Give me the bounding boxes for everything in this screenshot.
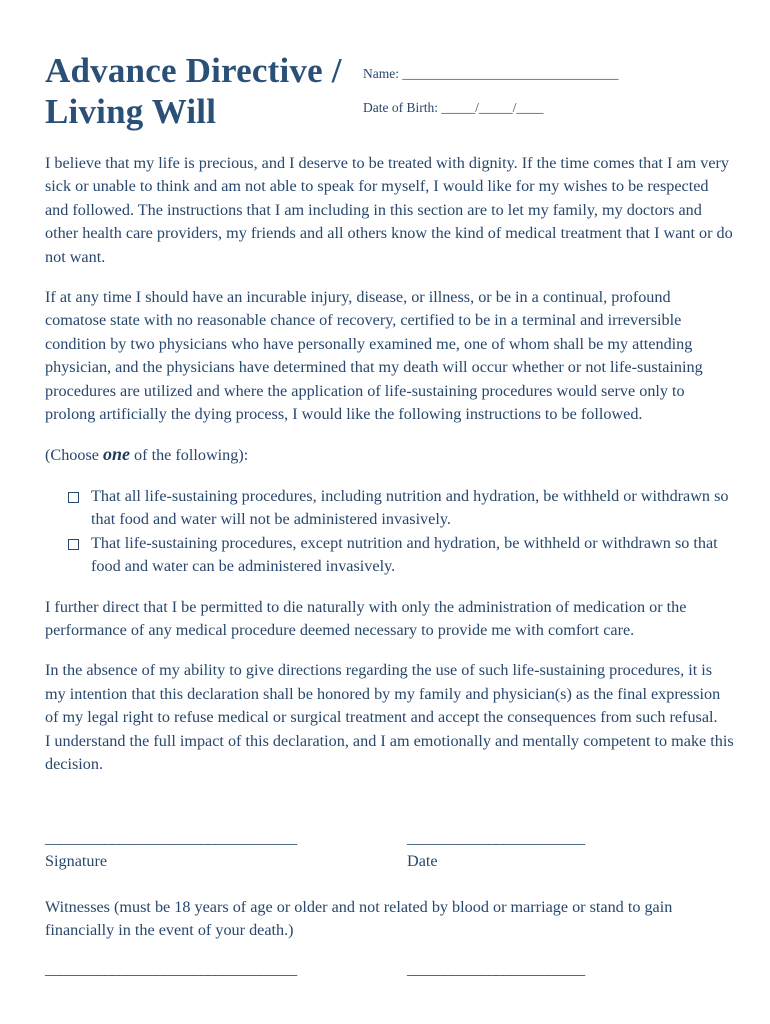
witness-line-1[interactable]: __________________________________ bbox=[45, 960, 297, 978]
competence-paragraph: I understand the full impact of this declaration, and I am emotionally and mentally competent to make this decision. bbox=[45, 731, 734, 773]
choose-instruction: (Choose one of the following): bbox=[45, 444, 249, 465]
header-fields bbox=[363, 66, 618, 134]
choose-emphasis: one bbox=[103, 444, 130, 465]
title-line-2: Living Will bbox=[45, 92, 217, 131]
option-2-checkbox[interactable] bbox=[68, 539, 79, 550]
signature-line[interactable]: __________________________________ bbox=[45, 830, 297, 847]
name-field[interactable]: Name: ________________________________ bbox=[363, 66, 619, 81]
witness-instructions: Witnesses (must be 18 years of age or older and not related by blood or marriage or stand to gain financially in the event of your death.) bbox=[45, 898, 673, 940]
choice-options bbox=[45, 485, 735, 579]
document-body bbox=[45, 152, 735, 776]
comfort-care-paragraph: I further direct that I be permitted to die naturally with only the administration of medication or the performance of any medical procedure deemed necessary to provide me with comfort care. bbox=[45, 597, 687, 639]
date-line[interactable]: ________________________ bbox=[407, 830, 585, 847]
date-label: Date bbox=[407, 852, 438, 870]
page-title bbox=[45, 50, 342, 132]
witness-lines bbox=[45, 961, 735, 983]
option-withhold-all bbox=[45, 485, 735, 532]
option-1-checkbox[interactable] bbox=[68, 492, 79, 503]
witness-line-2[interactable]: ________________________ bbox=[407, 960, 585, 978]
option-1-label: That all life-sustaining procedures, including nutrition and hydration, be withheld or withdrawn so that food and water will not be administered invasively. bbox=[91, 486, 729, 529]
signature-label: Signature bbox=[45, 852, 108, 870]
declaration-paragraph: In the absence of my ability to give directions regarding the use of such life-sustaining procedures, it is my intention that this declaration shall be honored by my family and physician(s) as the final expression of my legal right to refuse medical or surgical treatment and accept the consequences from such refusal. bbox=[45, 661, 721, 727]
option-2-label: That life-sustaining procedures, except nutrition and hydration, be withheld or withdrawn so that food and water can be administered invasively. bbox=[91, 533, 718, 576]
signature-lines bbox=[45, 830, 735, 852]
signature-section bbox=[45, 830, 735, 983]
intro-paragraph: I believe that my life is precious, and I deserve to be treated with dignity. If the time comes that I am very sick or unable to think and am not able to speak for myself, I would like for my wishes to be respected and followed. The instructions that I am including in this section are to let my family, my doctors and other health care providers, my friends and all others know the kind of medical treatment that I want or do not want. bbox=[45, 154, 733, 266]
signature-labels bbox=[45, 852, 735, 876]
date-of-birth-field[interactable]: Date of Birth: _____/_____/____ bbox=[363, 100, 544, 115]
conditions-paragraph: If at any time I should have an incurable injury, disease, or illness, or be in a continual, profound comatose state with no reasonable chance of recovery, certified to be in a terminal and irreversible condition by two physicians who have personally examined me, one of whom shall be my attending physician, and the physicians have determined that my death will occur whether or not life-sustaining procedures are utilized and where the application of life-sustaining procedures would serve only to prolong artificially the dying process, I would like the following instructions to be followed. bbox=[45, 288, 703, 424]
title-line-1: Advance Directive / bbox=[45, 51, 342, 90]
option-except-nutrition bbox=[45, 532, 735, 579]
